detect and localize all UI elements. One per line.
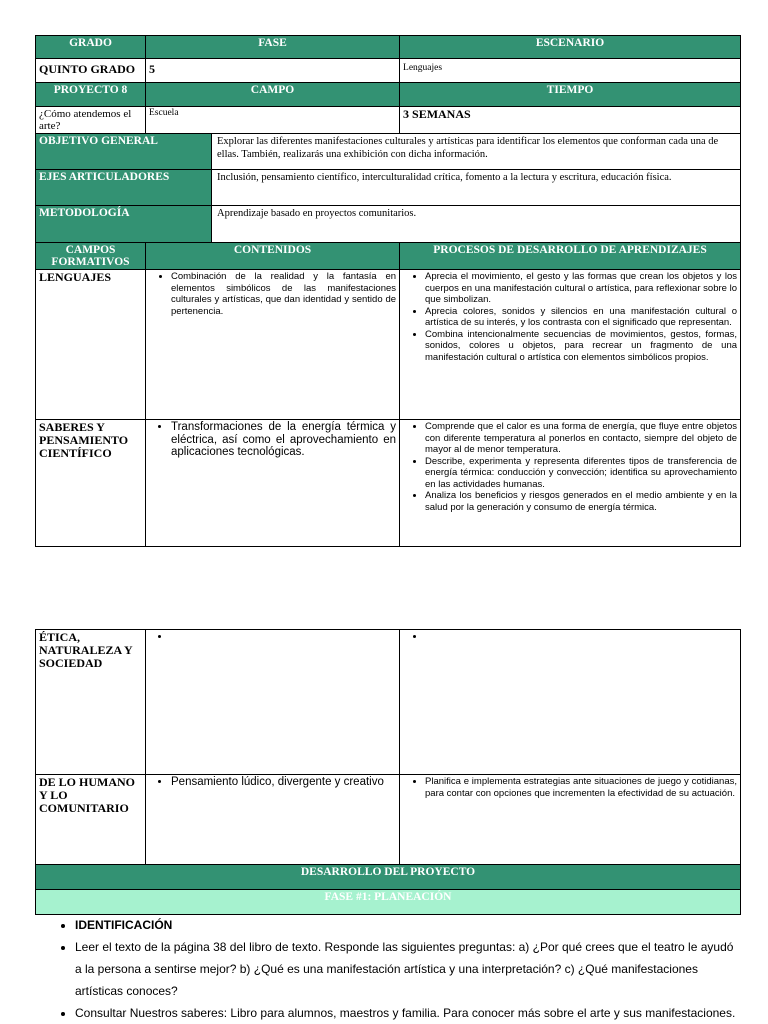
- list-item: [171, 631, 396, 644]
- campos-header: CAMPOS FORMATIVOS: [36, 243, 146, 270]
- metodologia-label: METODOLOGÍA: [36, 206, 212, 243]
- grado-header: GRADO: [36, 36, 146, 59]
- contenidos-header: CONTENIDOS: [146, 243, 400, 270]
- project-table: [35, 35, 741, 547]
- tiempo-value: 3 SEMANAS: [400, 107, 741, 134]
- list-item: • Comprende que el calor es una forma de energía, que fluye entre objetos con diferente temperatura al ponerlos en contacto, siempre del objeto de mayor al de menor temperatura.: [425, 421, 737, 456]
- fase-planeacion-header: FASE #1: PLANEACIÓN: [36, 890, 741, 915]
- contenidos-etica: [146, 630, 400, 775]
- fase-value: 5: [146, 59, 400, 83]
- objetivo-label: OBJETIVO GENERAL: [36, 134, 212, 170]
- list-item: • Leer el texto de la página 38 del libro de texto. Responde las siguientes preguntas: a) ¿Por qué crees que el teatro le ayudó a la persona a sentirse mejor? b) ¿Qué es una manifestación artística y una interpretación? c) ¿Qué manifestaciones artísticas conoces?: [75, 936, 740, 1002]
- contenidos-humano: [146, 775, 400, 865]
- list-item: • Combinación de la realidad y la fantasía en elementos simbólicos de las manifestaciones culturales y artísticas, que dan identidad y sentido de pertenencia.: [171, 271, 396, 317]
- list-item: • Planifica e implementa estrategias ante situaciones de juego y cotidianas, para contar con opciones que incrementen la efectividad de su actuación.: [425, 776, 737, 799]
- ejes-label: EJES ARTICULADORES: [36, 170, 212, 206]
- procesos-humano: [400, 775, 741, 865]
- list-item: • Describe, experimenta y representa diferentes tipos de transferencia de energía térmica: conducción y convección; identifica su aprovechamiento en las actividades humanas.: [425, 456, 737, 491]
- procesos-saberes: [400, 420, 741, 547]
- proyecto-value: ¿Cómo atendemos el arte?: [36, 107, 146, 134]
- campo-etica: ÉTICA, NATURALEZA Y SOCIEDAD: [36, 630, 146, 775]
- campo-header: CAMPO: [146, 83, 400, 107]
- campo-value: Escuela: [146, 107, 400, 134]
- list-item: • Aprecia colores, sonidos y silencios en una manifestación cultural o artística de su interés, y los contrasta con el significado que representan.: [425, 306, 737, 329]
- objetivo-value: Explorar las diferentes manifestaciones culturales y artísticas para identificar los elementos que conforman cada una de ellas. También, realizarás una exhibición con dicha información.: [212, 134, 741, 170]
- project-table-continued: [35, 629, 741, 915]
- escenario-header: ESCENARIO: [400, 36, 741, 59]
- proyecto-header: PROYECTO 8: [36, 83, 146, 107]
- procesos-etica: [400, 630, 741, 775]
- contenidos-saberes: [146, 420, 400, 547]
- desarrollo-header: DESARROLLO DEL PROYECTO: [36, 865, 741, 890]
- campo-lenguajes: LENGUAJES: [36, 270, 146, 420]
- procesos-lenguajes: [400, 270, 741, 420]
- list-item: • Analiza los beneficios y riesgos generados en el medio ambiente y en la salud por la generación y consumo de energía térmica.: [425, 490, 737, 513]
- tiempo-header: TIEMPO: [400, 83, 741, 107]
- contenidos-lenguajes: [146, 270, 400, 420]
- escenario-value: Lenguajes: [400, 59, 741, 83]
- desarrollo-content: [35, 914, 740, 1024]
- procesos-header: PROCESOS DE DESARROLLO DE APRENDIZAJES: [400, 243, 741, 270]
- list-item: • IDENTIFICACIÓN: [75, 914, 740, 936]
- metodologia-value: Aprendizaje basado en proyectos comunitarios.: [212, 206, 741, 243]
- list-item: • Aprecia el movimiento, el gesto y las formas que crean los objetos y los cuerpos en una manifestación cultural o artística, para reflexionar sobre lo que simbolizan.: [425, 271, 737, 306]
- fase-header: FASE: [146, 36, 400, 59]
- list-item: [425, 631, 737, 643]
- campo-saberes: SABERES Y PENSAMIENTO CIENTÍFICO: [36, 420, 146, 547]
- campo-humano: DE LO HUMANO Y LO COMUNITARIO: [36, 775, 146, 865]
- list-item: • Pensamiento lúdico, divergente y creativo: [171, 776, 396, 789]
- list-item: • Combina intencionalmente secuencias de movimientos, gestos, formas, sonidos, colores u objetos, para recrear un fragmento de una manifestación cultural o artística con elementos simbólicos propios.: [425, 329, 737, 364]
- grado-value: QUINTO GRADO: [36, 59, 146, 83]
- list-item: • Transformaciones de la energía térmica y eléctrica, así como el aprovechamiento en aplicaciones tecnológicas.: [171, 421, 396, 459]
- list-item: • Consultar Nuestros saberes: Libro para alumnos, maestros y familia. Para conocer más sobre el arte y sus manifestaciones.: [75, 1002, 740, 1024]
- ejes-value: Inclusión, pensamiento científico, interculturalidad crítica, fomento a la lectura y escritura, educación física.: [212, 170, 741, 206]
